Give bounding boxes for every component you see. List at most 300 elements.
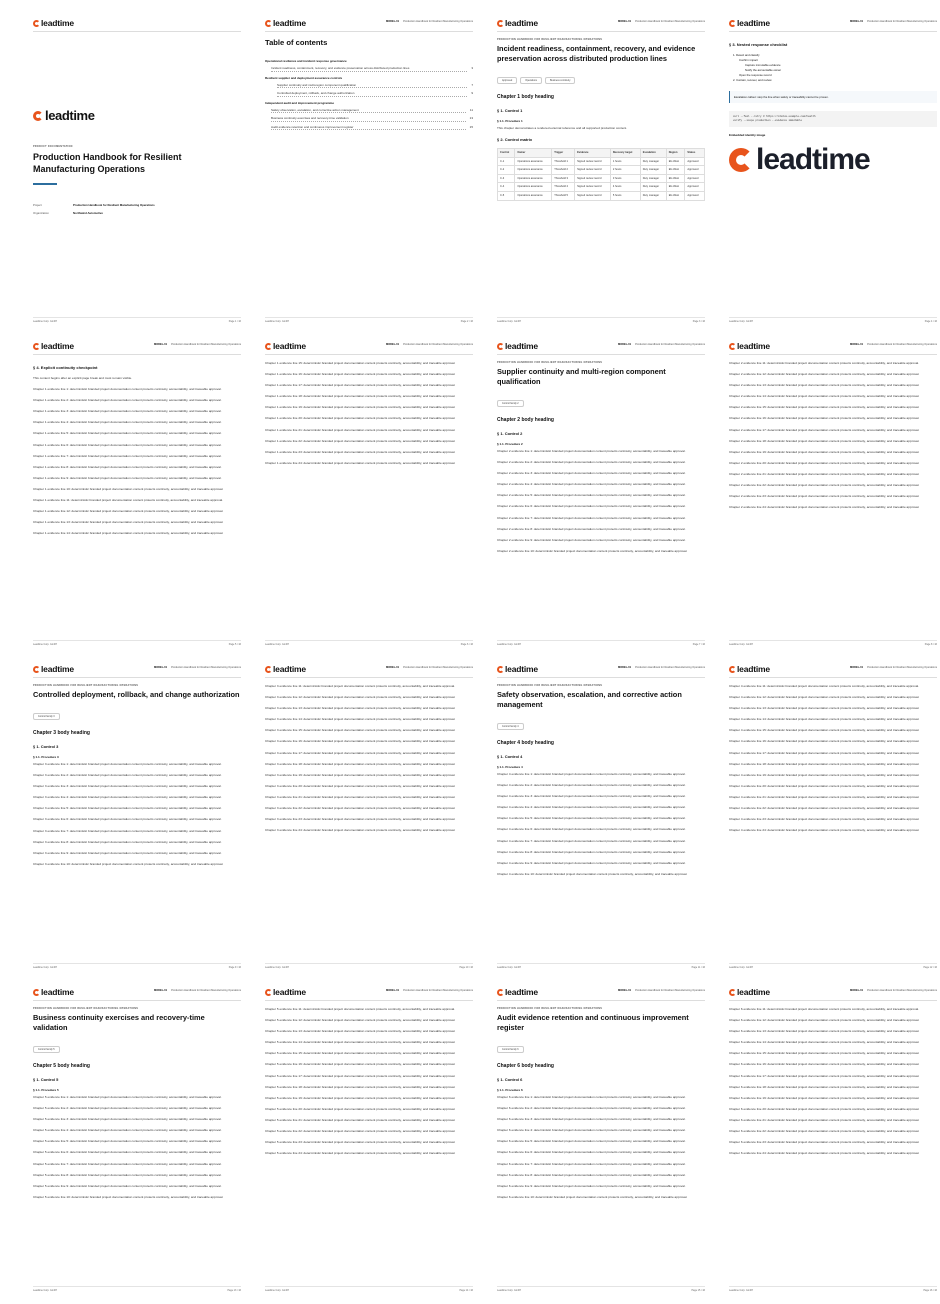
toc-entry-page: 7 (471, 82, 473, 87)
toc-entry-title: Incident readiness, containment, recovery, and evidence preservation across distributed production lines (271, 66, 467, 72)
cover-meta-row (33, 211, 241, 215)
evidence-paragraph: Chapter 2 evidence line 22: deterministic branded project documentation content protects continuity, accountability, and traceable approval. (729, 483, 920, 488)
cover-meta-value: Northwind Automotive (73, 210, 103, 215)
table-cell: EU-West (666, 166, 685, 175)
toc-entry-page: 9 (471, 91, 473, 95)
table-cell: Operations assurance (515, 183, 552, 192)
evidence-paragraph: Chapter 1 evidence line 10: deterministic branded project documentation content protects continuity, accountability, and traceable approval. (33, 486, 224, 491)
evidence-paragraph: Chapter 1 evidence line 8: deterministic branded project documentation content protects continuity, accountability, and traceable approval. (33, 464, 222, 469)
chapter-title: Incident readiness, containment, recovery, and evidence preservation across distributed production lines (497, 44, 696, 63)
header-label: MODEL-01 (153, 666, 168, 669)
evidence-paragraph: Chapter 5 evidence line 8: deterministic branded project documentation content protects continuity, accountability, and traceable approval. (33, 1172, 222, 1177)
toc-entry-title: Audit evidence retention and continuous improvement register (271, 125, 466, 131)
table-column-header: Owner (515, 149, 552, 158)
table-cell: Duty manager (640, 174, 666, 183)
chapter-eyebrow: PRODUCTION HANDBOOK FOR RESILIENT MANUFACTURING OPERATIONS (497, 1007, 603, 1010)
table-cell: C-3 (498, 174, 515, 183)
chapter-body-heading: Chapter 6 body heading (497, 1063, 554, 1069)
table-cell: 5 hours (610, 192, 640, 201)
header-rule (729, 677, 937, 678)
header-rule (729, 31, 937, 32)
evidence-paragraph: Chapter 1 evidence line 2: deterministic branded project documentation content protects continuity, accountability, and traceable approval. (33, 398, 222, 403)
evidence-paragraph: Chapter 1 evidence line 15: deterministic branded project documentation content protects continuity, accountability, and traceable approval. (265, 361, 456, 365)
evidence-paragraph: Chapter 6 evidence line 8: deterministic branded project documentation content protects continuity, accountability, and traceable approval. (497, 1172, 686, 1177)
page-body (265, 361, 473, 634)
chapter-tag: Control family 3 (33, 713, 60, 720)
header-logo: leadtime (497, 341, 538, 351)
evidence-paragraph: Chapter 5 evidence line 21: deterministic branded project documentation content protects continuity, accountability, and traceable approval. (265, 1117, 456, 1122)
running-header: MODEL-01 Production Handbook for Resilient Manufacturing Operations (617, 20, 705, 23)
table-cell: C-5 (498, 192, 515, 201)
checkpoint-intro: This content begins after an explicit page break and must remain visible. (33, 376, 133, 380)
logo-mark-icon (265, 343, 272, 350)
evidence-paragraph: Chapter 4 evidence line 18: deterministic branded project documentation content protects continuity, accountability, and traceable approval. (729, 761, 920, 766)
document-page (33, 341, 241, 646)
toc-entry[interactable] (271, 108, 473, 114)
page-body (729, 38, 937, 311)
evidence-paragraph: Chapter 5 evidence line 4: deterministic branded project documentation content protects continuity, accountability, and traceable approval. (33, 1128, 222, 1133)
page-footer (33, 640, 241, 646)
document-page (265, 341, 473, 646)
logo-mark-icon (729, 20, 736, 27)
evidence-paragraph: Chapter 5 evidence line 22: deterministic branded project documentation content protects continuity, accountability, and traceable approval. (265, 1129, 456, 1134)
page-footer (265, 1286, 473, 1292)
evidence-paragraph: Chapter 5 evidence line 15: deterministic branded project documentation content protects continuity, accountability, and traceable approval. (265, 1051, 456, 1056)
page-footer (497, 640, 705, 646)
evidence-paragraph: Chapter 5 evidence line 16: deterministic branded project documentation content protects continuity, accountability, and traceable approval. (265, 1062, 456, 1067)
evidence-paragraph: Chapter 1 evidence line 11: deterministic branded project documentation content protects continuity, accountability, and traceable approval. (33, 498, 224, 503)
evidence-paragraph: Chapter 3 evidence line 22: deterministic branded project documentation content protects continuity, accountability, and traceable approval. (265, 806, 456, 811)
toc-entry-page: 13 (469, 116, 473, 120)
header-label: MODEL-01 (849, 343, 864, 346)
chapter-eyebrow: PRODUCTION HANDBOOK FOR RESILIENT MANUFACTURING OPERATIONS (497, 361, 603, 364)
chapter-tag: Control family 5 (33, 1046, 60, 1053)
evidence-paragraph: Chapter 4 evidence line 13: deterministic branded project documentation content protects continuity, accountability, and traceable approval. (729, 706, 920, 711)
evidence-paragraph: Chapter 5 evidence line 19: deterministic branded project documentation content protects continuity, accountability, and traceable approval. (265, 1095, 456, 1100)
page-body (729, 684, 937, 957)
toc-section-heading: Resilient supplier and deployment assurance controls (265, 75, 343, 80)
evidence-paragraph: Chapter 5 evidence line 14: deterministic branded project documentation content protects continuity, accountability, and traceable approval. (265, 1040, 456, 1045)
table-row (498, 174, 705, 183)
table-cell: Signed review record (575, 174, 611, 183)
evidence-paragraph: Chapter 1 evidence line 21: deterministic branded project documentation content protects continuity, accountability, and traceable approval. (265, 427, 456, 432)
evidence-paragraph: Chapter 4 evidence line 15: deterministic branded project documentation content protects continuity, accountability, and traceable approval. (729, 728, 920, 733)
page-footer (729, 317, 937, 323)
procedure-heading: § 1.1. Procedure 2 (497, 442, 523, 446)
evidence-paragraph: Chapter 4 evidence line 19: deterministic branded project documentation content protects continuity, accountability, and traceable approval. (729, 772, 920, 777)
header-logo: leadtime (497, 18, 538, 28)
checklist-item: Capture immutable evidence (745, 63, 781, 67)
header-rule (265, 31, 473, 32)
code-line: verify --scope production --evidence immutable (733, 119, 803, 122)
evidence-paragraph: Chapter 6 evidence line 2: deterministic branded project documentation content protects continuity, accountability, and traceable approval. (497, 1106, 686, 1111)
evidence-paragraph: Chapter 6 evidence line 14: deterministic branded project documentation content protects continuity, accountability, and traceable approval. (729, 1040, 920, 1045)
checklist-item: Confirm impact (739, 58, 758, 62)
document-page (265, 664, 473, 969)
table-cell: Approved (685, 166, 705, 175)
table-column-header: Status (685, 149, 705, 158)
procedure-heading: § 1.1. Procedure 5 (33, 1088, 59, 1092)
header-logo: leadtime (33, 18, 74, 28)
toc-entry[interactable] (277, 91, 473, 97)
running-header: MODEL-01 Production Handbook for Resilient Manufacturing Operations (849, 343, 937, 346)
cover-accent-rule (33, 183, 57, 185)
evidence-paragraph: Chapter 3 evidence line 12: deterministic branded project documentation content protects continuity, accountability, and traceable approval. (265, 695, 456, 700)
header-label: MODEL-01 (849, 989, 864, 992)
header-label: MODEL-01 (385, 343, 400, 346)
chapter-body-heading: Chapter 5 body heading (33, 1063, 90, 1069)
cover-logo-mark-icon (33, 111, 43, 121)
chapter-title: Audit evidence retention and continuous improvement register (497, 1013, 689, 1032)
running-header: MODEL-01 Production Handbook for Resilient Manufacturing Operations (617, 343, 705, 346)
evidence-paragraph: Chapter 1 evidence line 4: deterministic branded project documentation content protects continuity, accountability, and traceable approval. (33, 420, 222, 425)
table-cell: EU-West (666, 174, 685, 183)
evidence-paragraph: Chapter 2 evidence line 21: deterministic branded project documentation content protects continuity, accountability, and traceable approval. (729, 471, 920, 476)
header-logo: leadtime (33, 987, 74, 997)
header-logo: leadtime (497, 664, 538, 674)
evidence-paragraph: Chapter 1 evidence line 22: deterministic branded project documentation content protects continuity, accountability, and traceable approval. (265, 438, 456, 443)
evidence-paragraph: Chapter 1 evidence line 24: deterministic branded project documentation content protects continuity, accountability, and traceable approval. (265, 460, 456, 465)
toc-entry-page: 3 (471, 66, 473, 70)
chapter-title: Business continuity exercises and recovery-time validation (33, 1013, 205, 1032)
running-header: MODEL-01 Production Handbook for Resilient Manufacturing Operations (849, 20, 937, 23)
document-page (729, 18, 937, 323)
header-logo: leadtime (265, 18, 306, 28)
evidence-paragraph: Chapter 6 evidence line 23: deterministic branded project documentation content protects continuity, accountability, and traceable approval. (729, 1140, 920, 1145)
evidence-paragraph: Chapter 5 evidence line 12: deterministic branded project documentation content protects continuity, accountability, and traceable approval. (265, 1018, 456, 1023)
logo-mark-icon (497, 343, 504, 350)
evidence-paragraph: Chapter 4 evidence line 21: deterministic branded project documentation content protects continuity, accountability, and traceable approval. (729, 794, 920, 799)
evidence-paragraph: Chapter 5 evidence line 5: deterministic branded project documentation content protects continuity, accountability, and traceable approval. (33, 1139, 222, 1144)
footer-company: Leadtime Corp. GmbH (265, 320, 289, 323)
table-cell: EU-West (666, 157, 685, 166)
evidence-paragraph: Chapter 1 evidence line 17: deterministic branded project documentation content protects continuity, accountability, and traceable approval. (265, 383, 456, 388)
evidence-paragraph: Chapter 6 evidence line 3: deterministic branded project documentation content protects continuity, accountability, and traceable approval. (497, 1117, 686, 1122)
chapter-body-heading: Chapter 4 body heading (497, 740, 554, 746)
evidence-paragraph: Chapter 3 evidence line 24: deterministic branded project documentation content protects continuity, accountability, and traceable approval. (265, 828, 456, 833)
evidence-paragraph: Chapter 6 evidence line 10: deterministic branded project documentation content protects continuity, accountability, and traceable approval. (497, 1194, 688, 1199)
checklist-heading: § 3. Nested response checklist (729, 42, 788, 47)
table-cell: Signed review record (575, 166, 611, 175)
evidence-paragraph: Chapter 2 evidence line 11: deterministic branded project documentation content protects continuity, accountability, and traceable approval. (729, 361, 920, 365)
evidence-paragraph: Chapter 4 evidence line 20: deterministic branded project documentation content protects continuity, accountability, and traceable approval. (729, 783, 920, 788)
evidence-paragraph: Chapter 5 evidence line 23: deterministic branded project documentation content protects continuity, accountability, and traceable approval. (265, 1140, 456, 1145)
chapter-body-heading: Chapter 1 body heading (497, 94, 554, 100)
header-rule (265, 677, 473, 678)
logo-mark-icon (729, 666, 736, 673)
toc-entry-title: Controlled deployment, rollback, and change authorization (277, 91, 467, 97)
page-footer (265, 963, 473, 969)
header-logo: leadtime (729, 664, 770, 674)
evidence-paragraph: Chapter 6 evidence line 17: deterministic branded project documentation content protects continuity, accountability, and traceable approval. (729, 1073, 920, 1078)
evidence-paragraph: Chapter 5 evidence line 17: deterministic branded project documentation content protects continuity, accountability, and traceable approval. (265, 1073, 456, 1078)
logo-mark-icon (497, 20, 504, 27)
footer-page-number: Page 14 / 16 (459, 1289, 473, 1292)
footer-company: Leadtime Corp. GmbH (729, 966, 753, 969)
logo-mark-icon (265, 666, 272, 673)
toc-entry[interactable] (277, 83, 473, 89)
footer-company: Leadtime Corp. GmbH (265, 643, 289, 646)
header-rule (33, 677, 241, 678)
chapter-intro: This chapter demonstrates a rendered external reference and all supported production content. (497, 126, 628, 130)
evidence-paragraph: Chapter 2 evidence line 23: deterministic branded project documentation content protects continuity, accountability, and traceable approval. (729, 494, 920, 499)
embedded-logo-mark-icon (729, 148, 753, 172)
evidence-paragraph: Chapter 4 evidence line 14: deterministic branded project documentation content protects continuity, accountability, and traceable approval. (729, 717, 920, 722)
page-footer (497, 963, 705, 969)
cover-eyebrow: PRODUCT DOCUMENTATION (33, 145, 73, 148)
table-cell: Threshold 2 (552, 166, 575, 175)
table-cell: Approved (685, 174, 705, 183)
document-page (33, 664, 241, 969)
page-footer (497, 1286, 705, 1292)
header-label: MODEL-01 (617, 666, 632, 669)
table-cell: Operations assurance (515, 157, 552, 166)
checklist-item: Notify the accountable owner (745, 68, 782, 72)
chapter-tag: Control family 6 (497, 1046, 524, 1053)
chapter-tags (497, 68, 705, 86)
chapter-tag: Control family 4 (497, 723, 524, 730)
chapter-title: Safety observation, escalation, and corrective action management (497, 690, 682, 709)
procedure-heading: § 1.1. Procedure 6 (497, 1088, 523, 1092)
evidence-paragraph: Chapter 6 evidence line 5: deterministic branded project documentation content protects continuity, accountability, and traceable approval. (497, 1139, 686, 1144)
footer-page-number: Page 1 / 16 (228, 320, 241, 323)
table-cell: 3 hours (610, 174, 640, 183)
header-label: MODEL-01 (617, 20, 632, 23)
header-label: MODEL-01 (617, 989, 632, 992)
evidence-paragraph: Chapter 4 evidence line 6: deterministic branded project documentation content protects continuity, accountability, and traceable approval. (497, 827, 686, 832)
evidence-paragraph: Chapter 1 evidence line 7: deterministic branded project documentation content protects continuity, accountability, and traceable approval. (33, 453, 222, 458)
evidence-paragraph: Chapter 2 evidence line 6: deterministic branded project documentation content protects continuity, accountability, and traceable approval. (497, 504, 686, 509)
evidence-paragraph: Chapter 5 evidence line 3: deterministic branded project documentation content protects continuity, accountability, and traceable approval. (33, 1117, 222, 1122)
table-cell: Signed review record (575, 183, 611, 192)
evidence-paragraph: Chapter 2 evidence line 8: deterministic branded project documentation content protects continuity, accountability, and traceable approval. (497, 526, 686, 531)
checkpoint-heading: § 4. Explicit continuity checkpoint (33, 365, 98, 370)
header-rule (33, 1000, 241, 1001)
toc-entry-title: Safety observation, escalation, and corrective action management (271, 108, 466, 114)
footer-company: Leadtime Corp. GmbH (497, 1289, 521, 1292)
cover-meta-key: Organization (33, 210, 49, 215)
evidence-paragraph: Chapter 3 evidence line 18: deterministic branded project documentation content protects continuity, accountability, and traceable approval. (265, 761, 456, 766)
table-cell: Duty manager (640, 183, 666, 192)
evidence-paragraph: Chapter 1 evidence line 3: deterministic branded project documentation content protects continuity, accountability, and traceable approval. (33, 409, 222, 414)
header-logo: leadtime (265, 664, 306, 674)
page-body (265, 684, 473, 957)
evidence-paragraph: Chapter 4 evidence line 11: deterministic branded project documentation content protects continuity, accountability, and traceable approval. (729, 684, 920, 688)
footer-page-number: Page 6 / 16 (460, 643, 473, 646)
cover-meta-value: Production Handbook for Resilient Manufacturing Operations (73, 202, 155, 207)
header-logo: leadtime (33, 341, 74, 351)
evidence-paragraph: Chapter 5 evidence line 7: deterministic branded project documentation content protects continuity, accountability, and traceable approval. (33, 1161, 222, 1166)
toc-entry[interactable] (271, 116, 473, 122)
evidence-paragraph: Chapter 3 evidence line 9: deterministic branded project documentation content protects continuity, accountability, and traceable approval. (33, 850, 222, 855)
evidence-paragraph: Chapter 1 evidence line 23: deterministic branded project documentation content protects continuity, accountability, and traceable approval. (265, 449, 456, 454)
table-cell: Duty manager (640, 166, 666, 175)
chapter-title: Supplier continuity and multi-region component qualification (497, 367, 666, 386)
evidence-paragraph: Chapter 6 evidence line 1: deterministic branded project documentation content protects continuity, accountability, and traceable approval. (497, 1095, 686, 1099)
toc-entry-title: Supplier continuity and multi-region component qualification (277, 83, 467, 89)
cover-meta-key: Project (33, 202, 42, 207)
evidence-paragraph: Chapter 4 evidence line 9: deterministic branded project documentation content protects continuity, accountability, and traceable approval. (497, 860, 686, 865)
control-heading: § 1. Control 2 (497, 431, 523, 436)
footer-company: Leadtime Corp. GmbH (33, 643, 57, 646)
evidence-paragraph: Chapter 5 evidence line 11: deterministic branded project documentation content protects continuity, accountability, and traceable approval. (265, 1007, 456, 1011)
checklist-item: Open the response record (739, 73, 772, 77)
table-cell: C-2 (498, 166, 515, 175)
chapter-tag: Approved (497, 77, 517, 84)
evidence-paragraph: Chapter 2 evidence line 5: deterministic branded project documentation content protects continuity, accountability, and traceable approval. (497, 493, 686, 498)
evidence-paragraph: Chapter 3 evidence line 8: deterministic branded project documentation content protects continuity, accountability, and traceable approval. (33, 839, 222, 844)
evidence-paragraph: Chapter 2 evidence line 24: deterministic branded project documentation content protects continuity, accountability, and traceable approval. (729, 505, 920, 510)
evidence-paragraph: Chapter 6 evidence line 19: deterministic branded project documentation content protects continuity, accountability, and traceable approval. (729, 1095, 920, 1100)
evidence-paragraph: Chapter 3 evidence line 17: deterministic branded project documentation content protects continuity, accountability, and traceable approval. (265, 750, 456, 755)
toc-section-heading: Independent audit and improvement programme (265, 100, 335, 105)
document-page (497, 341, 705, 646)
logo-mark-icon (33, 20, 40, 27)
table-cell: Operations assurance (515, 166, 552, 175)
evidence-paragraph: Chapter 3 evidence line 16: deterministic branded project documentation content protects continuity, accountability, and traceable approval. (265, 739, 456, 744)
chapter-tag: Operations (520, 77, 542, 84)
procedure-heading: § 1.1. Procedure 4 (497, 765, 523, 769)
page-footer (265, 317, 473, 323)
logo-mark-icon (729, 989, 736, 996)
header-label: MODEL-01 (385, 20, 400, 23)
header-rule (33, 31, 241, 32)
table-cell: Operations assurance (515, 174, 552, 183)
evidence-paragraph: Chapter 2 evidence line 14: deterministic branded project documentation content protects continuity, accountability, and traceable approval. (729, 394, 920, 399)
page-body (265, 38, 473, 311)
evidence-paragraph: Chapter 5 evidence line 9: deterministic branded project documentation content protects continuity, accountability, and traceable approval. (33, 1183, 222, 1188)
checklist-item: 1. Detect and classify (733, 53, 760, 57)
evidence-paragraph: Chapter 6 evidence line 21: deterministic branded project documentation content protects continuity, accountability, and traceable approval. (729, 1117, 920, 1122)
running-header: MODEL-01 Production Handbook for Resilient Manufacturing Operations (849, 989, 937, 992)
control-heading: § 1. Control 5 (33, 1077, 59, 1082)
toc-entry[interactable] (271, 125, 473, 131)
evidence-paragraph: Chapter 1 evidence line 16: deterministic branded project documentation content protects continuity, accountability, and traceable approval. (265, 372, 456, 377)
table-cell: C-1 (498, 157, 515, 166)
footer-company: Leadtime Corp. GmbH (33, 1289, 57, 1292)
table-cell: Threshold 3 (552, 174, 575, 183)
table-cell: Threshold 4 (552, 183, 575, 192)
page-body (497, 361, 705, 634)
toc-title: Table of contents (265, 38, 328, 47)
header-rule (497, 31, 705, 32)
evidence-paragraph: Chapter 3 evidence line 1: deterministic branded project documentation content protects continuity, accountability, and traceable approval. (33, 762, 222, 766)
running-header: MODEL-01 Production Handbook for Resilient Manufacturing Operations (617, 989, 705, 992)
evidence-paragraph: Chapter 5 evidence line 1: deterministic branded project documentation content protects continuity, accountability, and traceable approval. (33, 1095, 222, 1099)
header-rule (497, 677, 705, 678)
evidence-paragraph: Chapter 6 evidence line 20: deterministic branded project documentation content protects continuity, accountability, and traceable approval. (729, 1106, 920, 1111)
evidence-paragraph: Chapter 5 evidence line 18: deterministic branded project documentation content protects continuity, accountability, and traceable approval. (265, 1084, 456, 1089)
running-header: MODEL-01 Production Handbook for Resilient Manufacturing Operations (385, 20, 473, 23)
footer-company: Leadtime Corp. GmbH (33, 320, 57, 323)
page-footer (265, 640, 473, 646)
evidence-paragraph: Chapter 4 evidence line 1: deterministic branded project documentation content protects continuity, accountability, and traceable approval. (497, 772, 686, 776)
evidence-paragraph: Chapter 6 evidence line 24: deterministic branded project documentation content protects continuity, accountability, and traceable approval. (729, 1151, 920, 1156)
chapter-eyebrow: PRODUCTION HANDBOOK FOR RESILIENT MANUFACTURING OPERATIONS (497, 38, 603, 41)
running-header: MODEL-01 Production Handbook for Resilient Manufacturing Operations (385, 666, 473, 669)
evidence-paragraph: Chapter 3 evidence line 14: deterministic branded project documentation content protects continuity, accountability, and traceable approval. (265, 717, 456, 722)
control-heading: § 1. Control 3 (33, 744, 59, 749)
evidence-paragraph: Chapter 6 evidence line 13: deterministic branded project documentation content protects continuity, accountability, and traceable approval. (729, 1029, 920, 1034)
table-column-header: Evidence (575, 149, 611, 158)
table-row (498, 157, 705, 166)
toc-entry[interactable] (271, 66, 473, 72)
evidence-paragraph: Chapter 3 evidence line 15: deterministic branded project documentation content protects continuity, accountability, and traceable approval. (265, 728, 456, 733)
evidence-paragraph: Chapter 6 evidence line 16: deterministic branded project documentation content protects continuity, accountability, and traceable approval. (729, 1062, 920, 1067)
logo-mark-icon (265, 20, 272, 27)
chapter-eyebrow: PRODUCTION HANDBOOK FOR RESILIENT MANUFACTURING OPERATIONS (497, 684, 603, 687)
evidence-paragraph: Chapter 4 evidence line 4: deterministic branded project documentation content protects continuity, accountability, and traceable approval. (497, 805, 686, 810)
evidence-paragraph: Chapter 2 evidence line 3: deterministic branded project documentation content protects continuity, accountability, and traceable approval. (497, 471, 686, 476)
embedded-identity-logo: leadtime (729, 143, 937, 177)
evidence-paragraph: Chapter 2 evidence line 12: deterministic branded project documentation content protects continuity, accountability, and traceable approval. (729, 372, 920, 377)
evidence-paragraph: Chapter 1 evidence line 6: deterministic branded project documentation content protects continuity, accountability, and traceable approval. (33, 442, 222, 447)
header-rule (497, 354, 705, 355)
evidence-paragraph: Chapter 2 evidence line 18: deterministic branded project documentation content protects continuity, accountability, and traceable approval. (729, 438, 920, 443)
evidence-paragraph: Chapter 1 evidence line 12: deterministic branded project documentation content protects continuity, accountability, and traceable approval. (33, 509, 224, 514)
evidence-paragraph: Chapter 4 evidence line 10: deterministic branded project documentation content protects continuity, accountability, and traceable approval. (497, 871, 688, 876)
cover-logo: leadtime (33, 108, 241, 123)
document-page (497, 664, 705, 969)
footer-page-number: Page 4 / 16 (924, 320, 937, 323)
evidence-paragraph: Chapter 2 evidence line 13: deterministic branded project documentation content protects continuity, accountability, and traceable approval. (729, 383, 920, 388)
evidence-paragraph: Chapter 1 evidence line 1: deterministic branded project documentation content protects continuity, accountability, and traceable approval. (33, 387, 222, 392)
footer-page-number: Page 7 / 16 (692, 643, 705, 646)
document-page (33, 18, 241, 323)
footer-company: Leadtime Corp. GmbH (497, 320, 521, 323)
evidence-paragraph: Chapter 2 evidence line 17: deterministic branded project documentation content protects continuity, accountability, and traceable approval. (729, 427, 920, 432)
table-column-header: Recovery target (610, 149, 640, 158)
evidence-paragraph: Chapter 2 evidence line 15: deterministic branded project documentation content protects continuity, accountability, and traceable approval. (729, 405, 920, 410)
header-logo: leadtime (729, 18, 770, 28)
footer-company: Leadtime Corp. GmbH (729, 320, 753, 323)
page-body (33, 38, 241, 311)
table-column-header: Control (498, 149, 515, 158)
table-row (498, 192, 705, 201)
evidence-paragraph: Chapter 3 evidence line 21: deterministic branded project documentation content protects continuity, accountability, and traceable approval. (265, 794, 456, 799)
evidence-paragraph: Chapter 4 evidence line 7: deterministic branded project documentation content protects continuity, accountability, and traceable approval. (497, 838, 686, 843)
logo-mark-icon (729, 343, 736, 350)
page-footer (33, 1286, 241, 1292)
page-body (497, 38, 705, 311)
evidence-paragraph: Chapter 2 evidence line 4: deterministic branded project documentation content protects continuity, accountability, and traceable approval. (497, 482, 686, 487)
evidence-paragraph: Chapter 1 evidence line 18: deterministic branded project documentation content protects continuity, accountability, and traceable approval. (265, 394, 456, 399)
header-logo: leadtime (265, 341, 306, 351)
table-cell: Threshold 1 (552, 157, 575, 166)
evidence-paragraph: Chapter 4 evidence line 12: deterministic branded project documentation content protects continuity, accountability, and traceable approval. (729, 695, 920, 700)
evidence-paragraph: Chapter 6 evidence line 12: deterministic branded project documentation content protects continuity, accountability, and traceable approval. (729, 1018, 920, 1023)
header-rule (729, 354, 937, 355)
evidence-paragraph: Chapter 4 evidence line 3: deterministic branded project documentation content protects continuity, accountability, and traceable approval. (497, 794, 686, 799)
document-page (265, 987, 473, 1292)
footer-company: Leadtime Corp. GmbH (497, 966, 521, 969)
chapter-title: Controlled deployment, rollback, and change authorization (33, 690, 240, 699)
evidence-paragraph: Chapter 3 evidence line 23: deterministic branded project documentation content protects continuity, accountability, and traceable approval. (265, 817, 456, 822)
page-body (729, 1007, 937, 1280)
toc-entry-page: 15 (469, 124, 473, 129)
evidence-paragraph: Chapter 6 evidence line 9: deterministic branded project documentation content protects continuity, accountability, and traceable approval. (497, 1183, 686, 1188)
logo-mark-icon (33, 666, 40, 673)
evidence-paragraph: Chapter 2 evidence line 19: deterministic branded project documentation content protects continuity, accountability, and traceable approval. (729, 449, 920, 454)
chapter-tag: Business continuity (545, 77, 575, 84)
footer-company: Leadtime Corp. GmbH (729, 1289, 753, 1292)
evidence-paragraph: Chapter 1 evidence line 5: deterministic branded project documentation content protects continuity, accountability, and traceable approval. (33, 431, 222, 436)
page-footer (497, 317, 705, 323)
running-header: MODEL-01 Production Handbook for Resilient Manufacturing Operations (385, 989, 473, 992)
page-body (729, 361, 937, 634)
evidence-paragraph: Chapter 5 evidence line 10: deterministic branded project documentation content protects continuity, accountability, and traceable approval. (33, 1194, 224, 1199)
footer-page-number: Page 15 / 16 (691, 1289, 705, 1292)
